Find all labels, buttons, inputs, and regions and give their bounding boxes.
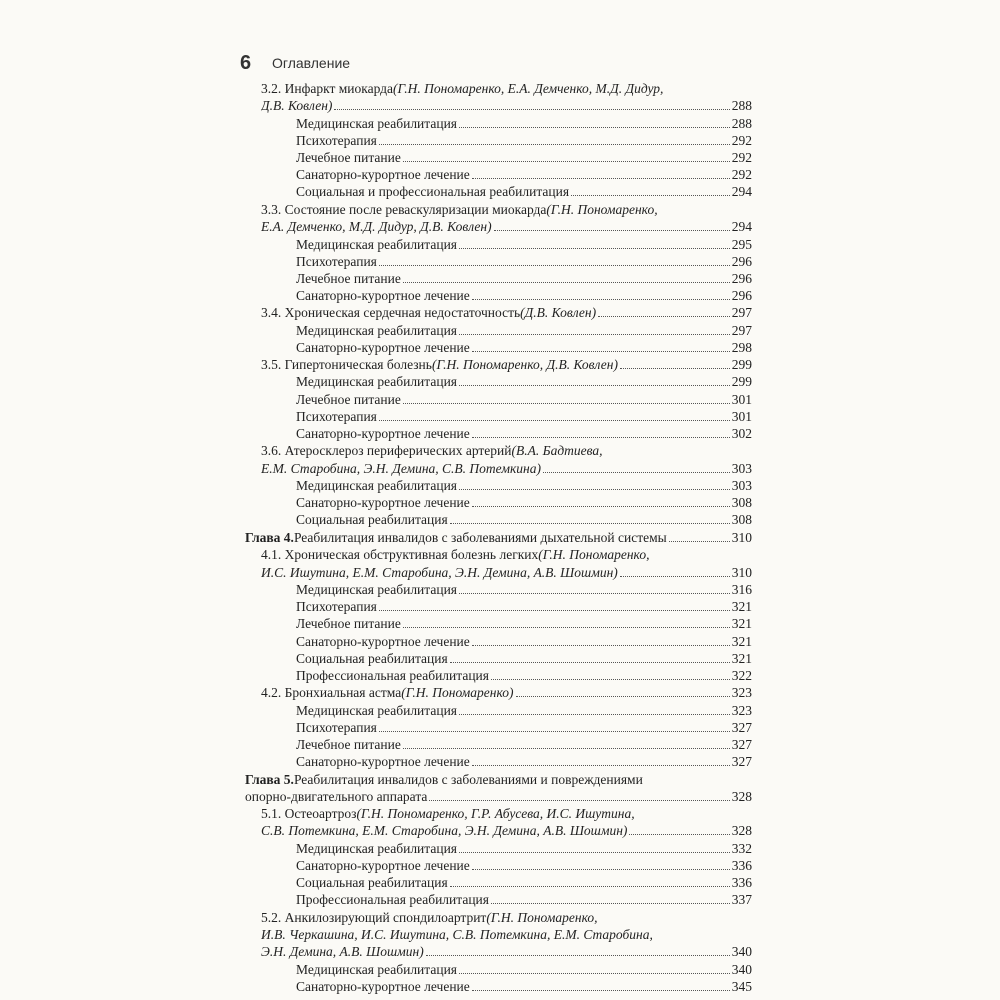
toc-page-number: 310: [731, 565, 752, 580]
dot-leader: [459, 961, 730, 974]
toc-entry: [296, 183, 752, 200]
toc-page-number: 337: [731, 892, 752, 907]
toc-entry-title: Лечебное питание: [296, 150, 401, 165]
dot-leader: [571, 183, 730, 196]
toc-entry: [296, 667, 752, 684]
dot-leader: [472, 857, 730, 870]
toc-page-number: 327: [731, 737, 752, 752]
dot-leader: [620, 564, 730, 577]
toc-entry-title: Медицинская реабилитация: [296, 374, 457, 389]
toc-page-number: 292: [731, 133, 752, 148]
toc-entry: [296, 391, 752, 408]
toc-entry: [261, 442, 752, 459]
toc-entry-title: Социальная и профессиональная реабилитация: [296, 184, 570, 199]
dot-leader: [669, 529, 730, 542]
toc-entry: [296, 373, 752, 390]
toc-entry: [296, 149, 752, 166]
toc-page-number: 310: [731, 530, 752, 545]
toc-entry: [296, 978, 752, 995]
toc-page-number: 295: [731, 237, 752, 252]
dot-leader: [403, 149, 730, 162]
toc-entry: [245, 788, 752, 805]
toc-entry-title: Профессиональная реабилитация: [296, 668, 489, 683]
toc-page-number: 292: [731, 150, 752, 165]
dot-leader: [516, 684, 730, 697]
dot-leader: [598, 304, 730, 317]
toc-entry: [245, 771, 752, 788]
toc-entry: [296, 857, 752, 874]
toc-entry: [261, 218, 752, 235]
toc-entry-authors: И.В. Черкашина, И.С. Ишутина, С.В. Потемкина, Е.М. Старобина,: [261, 927, 653, 942]
toc-entry: [296, 598, 752, 615]
toc-entry-title: 3.5. Гипертоническая болезнь: [261, 357, 432, 372]
toc-entry-title: Санаторно-курортное лечение: [296, 979, 470, 994]
toc-entry: [296, 615, 752, 632]
toc-entry: [296, 702, 752, 719]
toc-entry-title: Медицинская реабилитация: [296, 962, 457, 977]
dot-leader: [543, 460, 730, 473]
toc-entry-authors: (Д.В. Ковлен): [520, 305, 597, 320]
toc-page-number: 299: [731, 374, 752, 389]
dot-leader: [403, 615, 730, 628]
toc-entry: [296, 287, 752, 304]
dot-leader: [379, 719, 730, 732]
toc-entry: [296, 425, 752, 442]
toc-entry: [296, 650, 752, 667]
toc-entry: [296, 253, 752, 270]
toc-entry: [261, 805, 752, 822]
toc-entry-title: Социальная реабилитация: [296, 512, 448, 527]
toc-entry-title: Санаторно-курортное лечение: [296, 754, 470, 769]
toc-page-number: 336: [731, 858, 752, 873]
toc-entry: [261, 546, 752, 563]
dot-leader: [379, 253, 730, 266]
toc-entry-title: Санаторно-курортное лечение: [296, 340, 470, 355]
toc-page-number: 322: [731, 668, 752, 683]
toc-entry-authors: С.В. Потемкина, Е.М. Старобина, Э.Н. Демина, А.В. Шошмин): [261, 823, 628, 838]
toc-entry-title: Медицинская реабилитация: [296, 703, 457, 718]
toc-entry-title: опорно-двигательного аппарата: [245, 789, 428, 804]
toc-entry-title: Лечебное питание: [296, 616, 401, 631]
dot-leader: [403, 391, 730, 404]
dot-leader: [472, 425, 730, 438]
toc-page-number: 297: [731, 323, 752, 338]
dot-leader: [620, 356, 730, 369]
toc-entry-authors: (Г.Н. Пономаренко,: [546, 202, 658, 217]
toc-entry: [296, 511, 752, 528]
toc-entry-title: Санаторно-курортное лечение: [296, 634, 470, 649]
toc-entry-title: Санаторно-курортное лечение: [296, 426, 470, 441]
toc-entry: [261, 909, 752, 926]
toc-entry-title: Медицинская реабилитация: [296, 323, 457, 338]
toc-entry-title: 5.1. Остеоартроз: [261, 806, 357, 821]
dot-leader: [379, 598, 730, 611]
dot-leader: [450, 874, 730, 887]
toc-entry-title: Медицинская реабилитация: [296, 116, 457, 131]
toc-entry: [296, 477, 752, 494]
toc-entry-title: Лечебное питание: [296, 392, 401, 407]
toc-entry-authors: (Г.Н. Пономаренко, Д.В. Ковлен): [431, 357, 618, 372]
toc-entry-title: Психотерапия: [296, 720, 377, 735]
toc-entry: [261, 684, 752, 701]
toc-page-number: 308: [731, 512, 752, 527]
toc-entry-title: Психотерапия: [296, 599, 377, 614]
toc-entry-title: Психотерапия: [296, 133, 377, 148]
toc-page-number: 316: [731, 582, 752, 597]
toc-entry: [296, 132, 752, 149]
toc-page-number: 296: [731, 254, 752, 269]
toc-entry-authors: (Г.Н. Пономаренко, Е.А. Демченко, М.Д. Дидур,: [393, 81, 664, 96]
toc-entry-title: Реабилитация инвалидов с заболеваниями дыхательной системы: [293, 530, 667, 545]
dot-leader: [459, 373, 730, 386]
toc-entry-authors: Э.Н. Демина, А.В. Шошмин): [261, 944, 424, 959]
toc-entry-authors: (Г.Н. Пономаренко,: [486, 910, 598, 925]
toc-entry-title: 3.4. Хроническая сердечная недостаточность: [261, 305, 521, 320]
toc-page-number: 298: [731, 340, 752, 355]
toc-entry: [296, 633, 752, 650]
dot-leader: [450, 511, 730, 524]
toc-page-number: 296: [731, 288, 752, 303]
dot-leader: [459, 702, 730, 715]
toc-page-number: 328: [731, 789, 752, 804]
toc-page-number: 332: [731, 841, 752, 856]
dot-leader: [450, 650, 730, 663]
toc-entry-title: Медицинская реабилитация: [296, 841, 457, 856]
toc-entry: [261, 564, 752, 581]
toc-page-number: 301: [731, 392, 752, 407]
toc-entry: [296, 270, 752, 287]
dot-leader: [459, 115, 730, 128]
dot-leader: [472, 633, 730, 646]
toc-page-number: 323: [731, 685, 752, 700]
toc-entry-title: Реабилитация инвалидов с заболеваниями и повреждениями: [293, 772, 643, 787]
dot-leader: [491, 667, 730, 680]
toc-entry-title: Санаторно-курортное лечение: [296, 858, 470, 873]
toc-entry: [261, 943, 752, 960]
toc-entry: [296, 339, 752, 356]
toc-entry: [261, 460, 752, 477]
dot-leader: [629, 822, 729, 835]
toc-page-number: 336: [731, 875, 752, 890]
toc-entry: [261, 356, 752, 373]
toc-page-number: 340: [731, 944, 752, 959]
toc-page-number: 328: [731, 823, 752, 838]
chapter-label: Глава 5.: [245, 772, 294, 787]
toc-page-number: 297: [731, 305, 752, 320]
toc-entry-authors: И.С. Ишутина, Е.М. Старобина, Э.Н. Демина, А.В. Шошмин): [261, 565, 618, 580]
toc-entry: [245, 529, 752, 546]
toc-entry-title: Лечебное питание: [296, 737, 401, 752]
page-number: 6: [240, 52, 252, 74]
toc-entry-title: Санаторно-курортное лечение: [296, 495, 470, 510]
toc-entry-title: 5.2. Анкилозирующий спондилоартрит: [261, 910, 487, 925]
dot-leader: [403, 270, 730, 283]
toc-entry: [296, 753, 752, 770]
toc-entry-title: 3.6. Атеросклероз периферических артерий: [261, 443, 512, 458]
toc-entry: [296, 166, 752, 183]
dot-leader: [459, 322, 730, 335]
dot-leader: [459, 840, 730, 853]
toc-entry: [296, 322, 752, 339]
toc-entry: [296, 494, 752, 511]
toc-page-number: 296: [731, 271, 752, 286]
toc-entry: [261, 97, 752, 114]
toc-entry-title: Социальная реабилитация: [296, 875, 448, 890]
toc-entry-title: Профессиональная реабилитация: [296, 892, 489, 907]
toc-page-number: 327: [731, 754, 752, 769]
toc-entry: [261, 304, 752, 321]
toc-entry-title: 4.2. Бронхиальная астма: [261, 685, 402, 700]
toc-page-number: 294: [731, 184, 752, 199]
toc-entry: [296, 891, 752, 908]
toc-entry: [261, 201, 752, 218]
toc-entry: [261, 926, 752, 943]
toc-entry: [296, 719, 752, 736]
toc-entry: [296, 736, 752, 753]
toc-page-number: 299: [731, 357, 752, 372]
toc-entry-authors: Д.В. Ковлен): [261, 98, 333, 113]
dot-leader: [491, 891, 730, 904]
toc-entry-authors: (В.А. Бадтиева,: [511, 443, 603, 458]
toc-entry-authors: Е.А. Демченко, М.Д. Дидур, Д.В. Ковлен): [261, 219, 492, 234]
toc-page-number: 321: [731, 651, 752, 666]
toc-entry-title: Психотерапия: [296, 254, 377, 269]
toc-entry-title: Санаторно-курортное лечение: [296, 288, 470, 303]
toc-page-number: 288: [731, 116, 752, 131]
dot-leader: [379, 132, 730, 145]
toc-entry: [296, 581, 752, 598]
toc-page-number: 321: [731, 634, 752, 649]
dot-leader: [426, 943, 730, 956]
dot-leader: [379, 408, 730, 421]
dot-leader: [472, 978, 730, 991]
toc-entry-title: Медицинская реабилитация: [296, 582, 457, 597]
dot-leader: [472, 166, 730, 179]
toc-page-number: 303: [731, 478, 752, 493]
chapter-label: Глава 4.: [245, 530, 294, 545]
dot-leader: [494, 218, 730, 231]
toc-entry-authors: (Г.Н. Пономаренко, Г.Р. Абусева, И.С. Ишутина,: [356, 806, 635, 821]
toc-page-number: 302: [731, 426, 752, 441]
toc-page-number: 327: [731, 720, 752, 735]
toc-entry-title: Лечебное питание: [296, 271, 401, 286]
dot-leader: [459, 236, 730, 249]
toc-page-number: 340: [731, 962, 752, 977]
toc-entry-authors: (Г.Н. Пономаренко,: [538, 547, 650, 562]
dot-leader: [472, 494, 730, 507]
toc-entry: [261, 822, 752, 839]
toc-entry-title: 4.1. Хроническая обструктивная болезнь легких: [261, 547, 539, 562]
dot-leader: [429, 788, 729, 801]
toc-page-number: 308: [731, 495, 752, 510]
toc-entry: [261, 80, 752, 97]
toc-page-number: 292: [731, 167, 752, 182]
dot-leader: [459, 581, 730, 594]
toc-entry-authors: (Г.Н. Пономаренко): [401, 685, 514, 700]
toc-page-number: 321: [731, 616, 752, 631]
toc-page-number: 288: [731, 98, 752, 113]
toc-entry: [296, 236, 752, 253]
dot-leader: [459, 477, 730, 490]
toc-entry-title: Санаторно-курортное лечение: [296, 167, 470, 182]
toc-entry-authors: Е.М. Старобина, Э.Н. Демина, С.В. Потемкина): [261, 461, 541, 476]
toc-entry: [296, 840, 752, 857]
toc-entry-title: 3.2. Инфаркт миокарда: [261, 81, 394, 96]
dot-leader: [472, 753, 730, 766]
toc-page-number: 301: [731, 409, 752, 424]
dot-leader: [403, 736, 730, 749]
toc-entry: [296, 961, 752, 978]
toc-entry-title: 3.3. Состояние после реваскуляризации миокарда: [261, 202, 547, 217]
dot-leader: [472, 287, 730, 300]
toc-page-number: 303: [731, 461, 752, 476]
toc-page-number: 323: [731, 703, 752, 718]
toc-entry-title: Психотерапия: [296, 409, 377, 424]
toc-entry: [296, 408, 752, 425]
toc-entry: [296, 115, 752, 132]
running-header: Оглавление: [272, 55, 351, 71]
dot-leader: [472, 339, 730, 352]
toc-entry-title: Медицинская реабилитация: [296, 237, 457, 252]
toc-entry-title: Медицинская реабилитация: [296, 478, 457, 493]
dot-leader: [334, 97, 729, 110]
toc-entry-title: Социальная реабилитация: [296, 651, 448, 666]
toc-entry: [296, 874, 752, 891]
toc-page-number: 294: [731, 219, 752, 234]
toc-page-number: 345: [731, 979, 752, 994]
toc-page-number: 321: [731, 599, 752, 614]
